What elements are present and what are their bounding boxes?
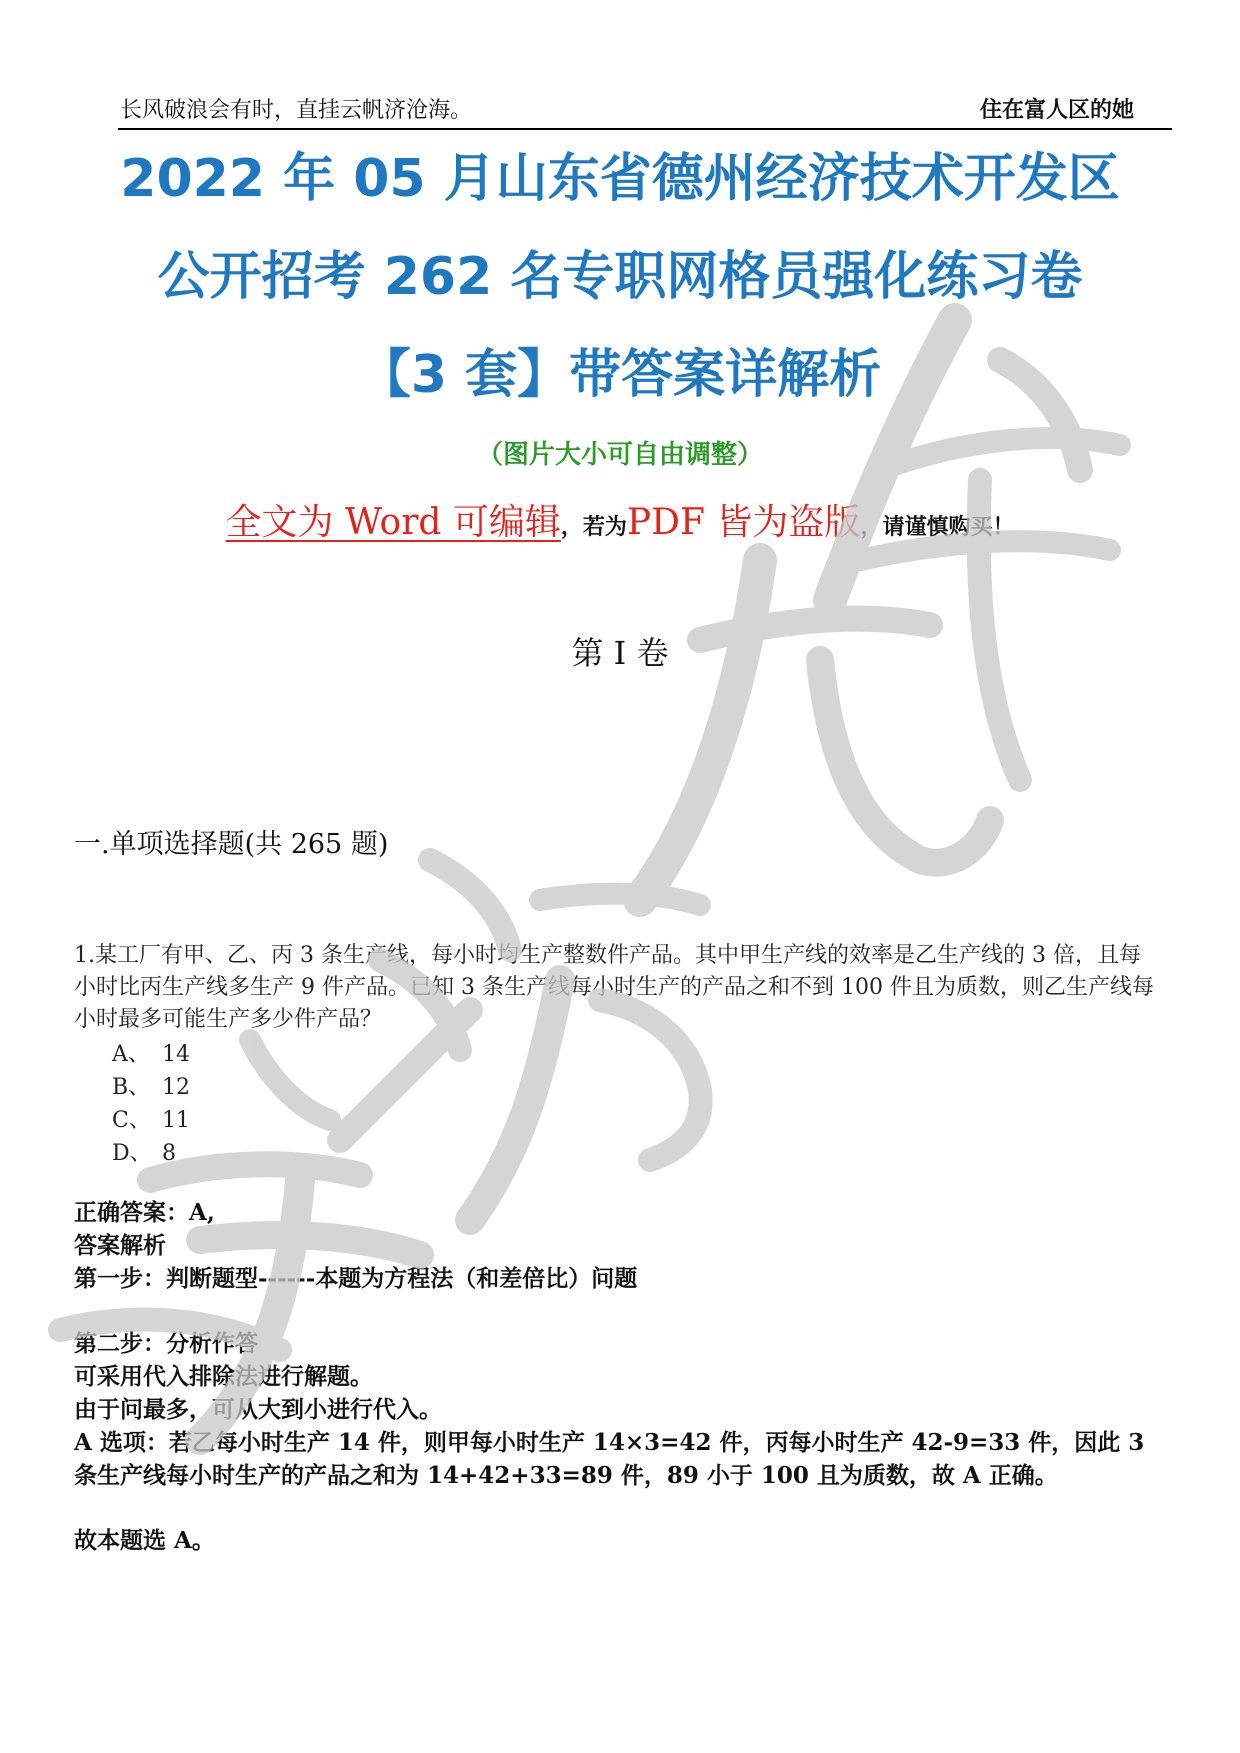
- document-subtitle: （图片大小可自由调整）: [476, 440, 763, 470]
- option-a: [112, 1038, 190, 1071]
- option-b: [112, 1071, 190, 1104]
- correct-answer: 正确答案：A,: [74, 1199, 215, 1226]
- title-line-3: 【3 套】带答案详解析: [358, 345, 882, 405]
- option-d: [112, 1137, 190, 1170]
- header-motto: 长风破浪会有时，直挂云帆济沧海。: [120, 98, 473, 123]
- analysis-step-2: 第二步：分析作答: [74, 1330, 258, 1357]
- copyright-notice: [0, 494, 1240, 545]
- option-key: D、: [112, 1141, 152, 1166]
- option-key: A、: [112, 1042, 150, 1067]
- analysis-heading: 答案解析: [74, 1232, 166, 1259]
- notice-connector: ，若为: [560, 514, 627, 540]
- volume-heading: 第 I 卷: [571, 634, 669, 672]
- spacer: [74, 1295, 1164, 1327]
- option-c: [112, 1104, 190, 1137]
- analysis-line-3: A 选项：若乙每小时生产 14 件，则甲每小时生产 14×3=42 件，丙每小时生产 42-9=33 件，因此 3 条生产线每小时生产的产品之和为 14+42+33=89 件，89 小于 100 且为质数，故 A 正确。: [74, 1429, 1145, 1489]
- option-key: B、: [112, 1075, 151, 1100]
- header-author: 住在富人区的她: [979, 97, 1134, 123]
- title-line-2: 公开招考 262 名专职网格员强化练习卷: [157, 247, 1083, 307]
- section-heading: 一.单项选择题(共 265 题): [74, 829, 389, 860]
- question-text: 1.某工厂有甲、乙、丙 3 条生产线，每小时均生产整数件产品。其中甲生产线的效率是乙生产线的 3 倍，且每小时比丙生产线多生产 9 件产品。已知 3 条生产线每小时生产的产品之和不到 100 件且为质数，则乙生产线每小时最多可能生产多少件产品？: [74, 943, 1154, 1032]
- page-header: [118, 92, 1172, 130]
- notice-pirated: PDF 皆为盗版: [626, 502, 861, 543]
- analysis-line-2: 由于问最多，可从大到小进行代入。: [74, 1396, 442, 1423]
- question-options: [112, 1038, 190, 1170]
- notice-editable: 全文为 Word 可编辑: [225, 502, 561, 543]
- option-value: 8: [162, 1141, 176, 1166]
- title-line-1: 2022 年 05 月山东省德州经济技术开发区: [120, 149, 1120, 209]
- option-value: 14: [162, 1042, 190, 1067]
- option-value: 12: [162, 1075, 190, 1100]
- option-value: 11: [162, 1108, 190, 1133]
- answer-block: [74, 1196, 1164, 1557]
- notice-warning: ，请谨慎购买！: [860, 514, 1015, 540]
- analysis-conclusion: 故本题选 A。: [74, 1527, 215, 1554]
- document-title: [60, 130, 1180, 424]
- analysis-step-1: 第一步：判断题型------本题为方程法（和差倍比）问题: [74, 1265, 638, 1292]
- spacer: [74, 1492, 1164, 1524]
- option-key: C、: [112, 1108, 151, 1133]
- analysis-line-1: 可采用代入排除法进行解题。: [74, 1363, 373, 1390]
